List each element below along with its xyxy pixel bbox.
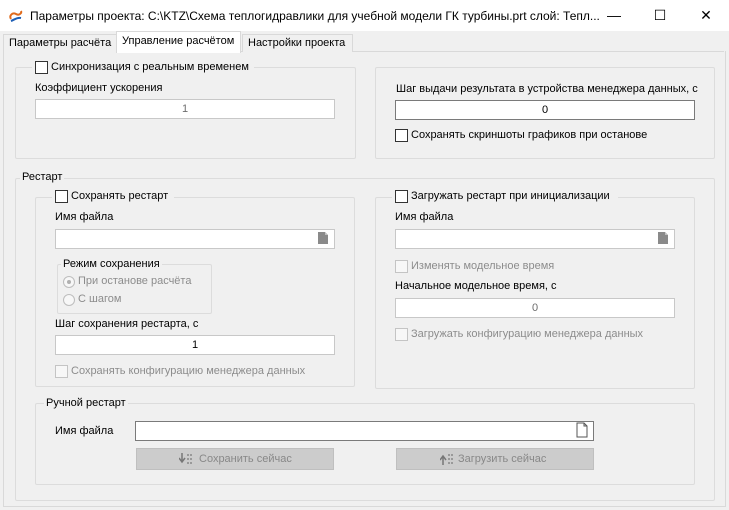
save-config-checkbox[interactable] [55, 365, 68, 378]
output-step-label: Шаг выдачи результата в устройства менеджера данных, с [396, 83, 698, 95]
manual-filename-label: Имя файла [55, 425, 114, 437]
file-browse-icon[interactable] [318, 232, 328, 244]
save-step-input[interactable]: 1 [55, 335, 335, 355]
save-config-label: Сохранять конфигурацию менеджера данных [71, 365, 306, 377]
load-filename-label: Имя файла [395, 211, 454, 223]
load-filename-input[interactable] [395, 229, 675, 249]
mode-on-stop-label: При останове расчёта [78, 275, 192, 287]
screenshots-label: Сохранять скриншоты графиков при останове [411, 129, 648, 141]
screenshots-checkbox[interactable] [395, 129, 408, 142]
manual-restart-label: Ручной рестарт [46, 397, 126, 409]
mode-step-label: С шагом [78, 293, 122, 305]
load-config-label: Загружать конфигурацию менеджера данных [411, 328, 644, 340]
initial-time-label: Начальное модельное время, с [395, 280, 557, 292]
tab-calc-control[interactable]: Управление расчётом [116, 31, 241, 53]
load-restart-label: Загружать рестарт при инициализации [411, 190, 610, 202]
save-filename-input[interactable] [55, 229, 335, 249]
save-step-label: Шаг сохранения рестарта, с [55, 318, 199, 330]
app-logo-icon [8, 8, 24, 24]
restart-group-label: Рестарт [22, 171, 63, 183]
save-filename-label: Имя файла [55, 211, 114, 223]
accel-label: Коэффициент ускорения [35, 82, 163, 94]
tab-project-settings[interactable]: Настройки проекта [242, 34, 353, 52]
mode-step-radio[interactable] [63, 294, 75, 306]
sync-label: Синхронизация с реальным временем [51, 61, 249, 73]
save-mode-group [57, 264, 212, 314]
save-download-icon [179, 453, 193, 466]
sync-checkbox[interactable] [35, 61, 48, 74]
load-config-checkbox[interactable] [395, 328, 408, 341]
load-now-button[interactable] [396, 448, 594, 470]
file-browse-icon[interactable] [575, 422, 589, 438]
manual-filename-input[interactable] [135, 421, 594, 441]
manual-restart-group [35, 403, 695, 485]
minimize-button[interactable]: — [607, 7, 621, 23]
save-now-button[interactable] [136, 448, 334, 470]
accel-input[interactable]: 1 [35, 99, 335, 119]
change-time-checkbox[interactable] [395, 260, 408, 273]
load-restart-checkbox[interactable] [395, 190, 408, 203]
save-restart-checkbox[interactable] [55, 190, 68, 203]
load-upload-icon [440, 453, 454, 466]
close-button[interactable]: ✕ [700, 7, 712, 23]
initial-time-input[interactable]: 0 [395, 298, 675, 318]
load-now-label: Загрузить сейчас [458, 453, 547, 465]
save-restart-label: Сохранять рестарт [71, 190, 169, 202]
change-time-label: Изменять модельное время [411, 260, 555, 272]
tab-calc-params[interactable]: Параметры расчёта [3, 34, 119, 52]
file-browse-icon[interactable] [658, 232, 668, 244]
output-step-input[interactable]: 0 [395, 100, 695, 120]
save-mode-label: Режим сохранения [63, 258, 160, 270]
mode-on-stop-radio[interactable] [63, 276, 75, 288]
window-title: Параметры проекта: C:\KTZ\Схема теплогидравлики для учебной модели ГК турбины.prt слой: Тепл... [30, 9, 600, 23]
load-restart-group [375, 197, 695, 389]
save-now-label: Сохранить сейчас [199, 453, 292, 465]
maximize-button[interactable]: ☐ [653, 7, 667, 23]
